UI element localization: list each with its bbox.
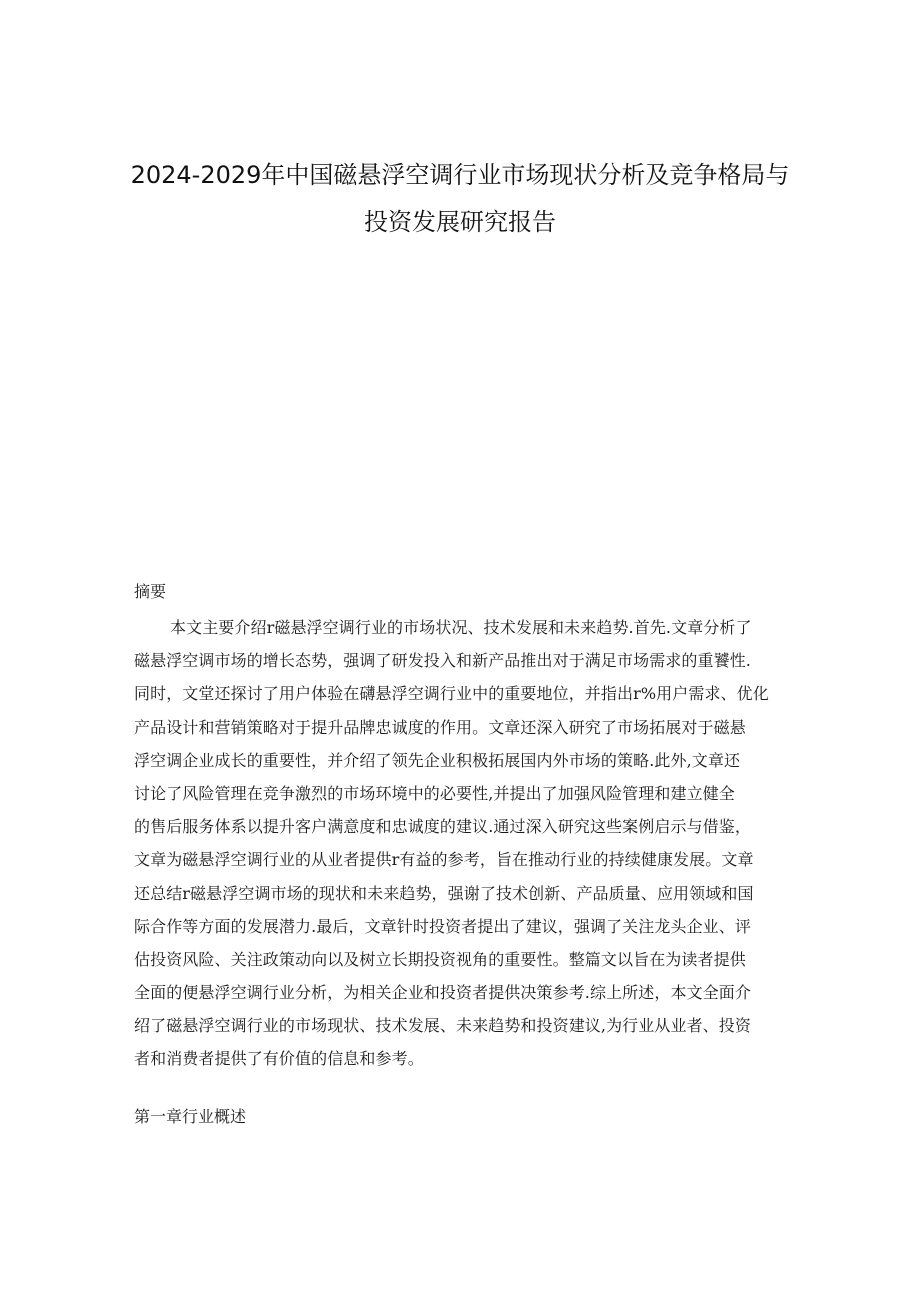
- abstract-line: 际合作等方面的发展潜力.最后，文章针时投资者提出了建议，强调了关注龙头企业、评: [134, 916, 751, 936]
- abstract-line: 绍了磁悬浮空调行业的市场现状、技术发展、未来趋势和投资建议,为行业从业者、投资: [134, 1016, 751, 1036]
- abstract-line: 的售后服务体系以提升客户满意度和忠诚度的建议.通过深入研究这些案例启示与借鉴，: [134, 817, 751, 837]
- abstract-line: 产品设计和营销策略对于提升品牌忠诚度的作用。文章还深入研究了市场拓展对于磁悬: [134, 717, 746, 737]
- abstract-line: 本文主要介绍r磁悬浮空调行业的市场状况、技术发展和未来趋势.首先.文章分析了: [170, 618, 752, 637]
- abstract-line: 文章为磁悬浮空调行业的从业者提供r有益的参考，旨在推动行业的持续健康发展。文章: [134, 850, 754, 870]
- abstract-heading: 摘要: [134, 582, 167, 601]
- abstract-paragraph: [134, 611, 790, 1076]
- abstract-line: 全面的便悬浮空调行业分析，为相关企业和投资者提供决策参考.综上所述，本文全面介: [134, 983, 751, 1003]
- chapter-heading: 第一章行业概述: [134, 1107, 247, 1126]
- abstract-line: 讨论了风险管理在竞争激烈的市场环境中的必要性,并提出了加强风险管理和建立健全: [134, 783, 735, 803]
- report-title-line-2: 投资发展研究报告: [364, 208, 556, 236]
- abstract-line: 同时，文堂还探讨了用户体验在礴悬浮空调行业中的重要地位，并指出r%用户需求、优化: [134, 684, 769, 704]
- abstract-line: 还总结r磁悬浮空调市场的现状和未来趋势，强谢了技术创新、产品质量、应用领域和国: [134, 883, 754, 903]
- abstract-line: 磁悬浮空调市场的增长态势，强调了研发投入和新产品推出对于满足市场需求的重饕性.: [134, 651, 751, 671]
- abstract-line: 者和消费者提供了有价值的信息和参考。: [134, 1049, 424, 1069]
- report-title-line-1: 2024-2029年中国磁悬浮空调行业市场现状分析及竞争格局与: [130, 161, 790, 189]
- abstract-line: 浮空调企业成长的重要性，并介绍了领先企业积极拓展国内外市场的策略.此外,文章还: [134, 750, 741, 770]
- abstract-line: 估投资风险、关注政策动向以及树立长期投资视角的重要性。整篇文以旨在为读者提供: [134, 949, 746, 969]
